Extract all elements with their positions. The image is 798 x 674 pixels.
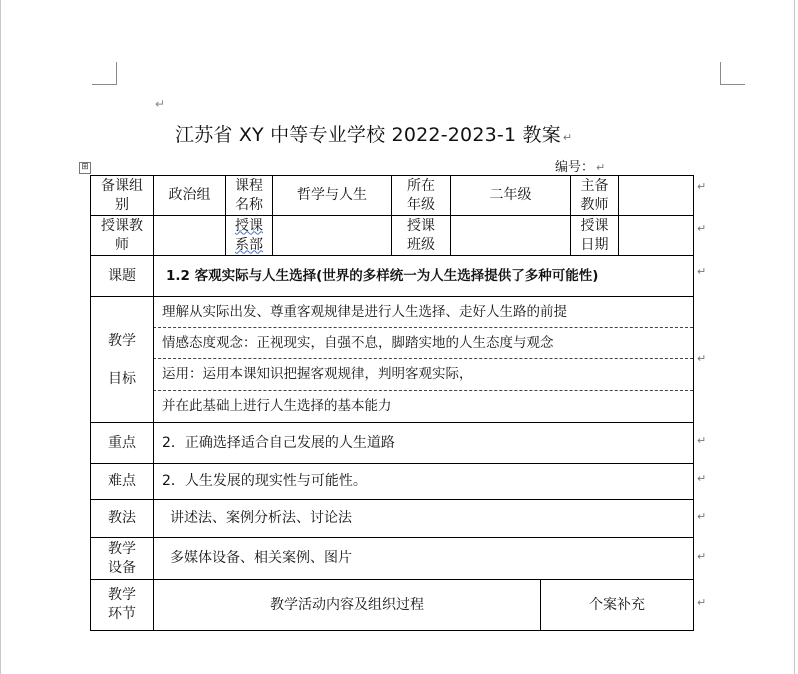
- objective-line-1[interactable]: 理解从实际出发、尊重客观规律是进行人生选择、走好人生路的前提: [162, 303, 567, 320]
- cell-course-name-label[interactable]: 课程名称: [235, 177, 263, 213]
- objective-line-4[interactable]: 并在此基础上进行人生选择的基本能力: [162, 398, 392, 414]
- cell-topic-label[interactable]: 课题: [108, 267, 136, 284]
- page-edge-right: [794, 0, 795, 674]
- cell-methods-value[interactable]: 讲述法、案例分析法、讨论法: [170, 510, 352, 526]
- cell-course-name-value[interactable]: 哲学与人生: [297, 187, 367, 203]
- cell-department-label[interactable]: 授课系部: [235, 217, 263, 253]
- cell-key-point-value[interactable]: 2．正确选择适合自己发展的人生道路: [162, 434, 395, 451]
- cell-date-label[interactable]: 授课日期: [580, 217, 609, 253]
- document-title[interactable]: [175, 120, 572, 147]
- cell-teacher-label[interactable]: 授课教师: [101, 217, 143, 253]
- row-end-mark-icon: ↵: [697, 222, 707, 235]
- cell-difficulty-value[interactable]: 2．人生发展的现实性与可能性。: [162, 473, 367, 489]
- cell-grade-label[interactable]: 所在年级: [407, 177, 435, 213]
- cell-equipment-label[interactable]: 教学设备: [108, 540, 136, 576]
- cell-lead-teacher-label[interactable]: 主备教师: [580, 177, 609, 213]
- margin-corner-right: [720, 62, 745, 85]
- cell-process-supplement-header[interactable]: 个案补充: [589, 596, 645, 613]
- cell-date-value[interactable]: [619, 216, 693, 255]
- number-label-text: 编号：: [555, 160, 595, 175]
- row-end-mark-icon: ↵: [697, 472, 707, 485]
- cell-process-content-header[interactable]: 教学活动内容及组织过程: [270, 596, 424, 613]
- row-end-mark-icon: ↵: [697, 265, 707, 278]
- cell-difficulty-label[interactable]: 难点: [108, 473, 136, 489]
- row-end-mark-icon: ↵: [697, 352, 707, 365]
- margin-corner-left: [92, 62, 117, 85]
- cell-grade-value[interactable]: 二年级: [489, 187, 532, 203]
- paragraph-mark-icon: ↵: [155, 97, 166, 111]
- cell-lead-teacher-value[interactable]: [619, 176, 693, 215]
- objective-line-2[interactable]: 情感态度观念：正视现实，自强不息，脚踏实地的人生态度与观念: [162, 334, 554, 351]
- cell-methods-label[interactable]: 教法: [108, 510, 136, 526]
- row-end-mark-icon: ↵: [697, 596, 707, 609]
- table-move-handle-icon[interactable]: ⊞: [79, 162, 91, 174]
- row-end-mark-icon: ↵: [697, 180, 707, 193]
- cell-key-point-label[interactable]: 重点: [108, 434, 136, 451]
- cell-subject-group-label[interactable]: 备课组别: [101, 177, 143, 213]
- row-end-mark-icon: ↵: [697, 510, 707, 523]
- cell-objectives-label[interactable]: 教学目标: [108, 332, 136, 387]
- row-end-mark-icon: ↵: [697, 434, 707, 447]
- row-end-mark-icon: ↵: [697, 550, 707, 563]
- cell-process-label[interactable]: 教学环节: [108, 587, 136, 622]
- document-title-text: 江苏省 XY 中等专业学校 2022-2023-1 教案: [175, 124, 561, 146]
- page-edge-left: [0, 0, 1, 674]
- cell-class-value[interactable]: [451, 216, 570, 255]
- number-label[interactable]: [555, 156, 605, 175]
- paragraph-mark-icon: ↵: [596, 161, 606, 174]
- paragraph-mark-icon: ↵: [562, 131, 573, 144]
- cell-teacher-value[interactable]: [154, 216, 225, 255]
- cell-class-label[interactable]: 授课班级: [407, 217, 435, 253]
- cell-equipment-value[interactable]: 多媒体设备、相关案例、图片: [170, 550, 352, 566]
- cell-subject-group-value[interactable]: 政治组: [168, 187, 211, 203]
- cell-department-value[interactable]: [273, 216, 391, 255]
- objective-line-3[interactable]: 运用：运用本课知识把握客观规律，判明客观实际，: [162, 366, 473, 382]
- cell-topic-value[interactable]: 1.2 客观实际与人生选择(世界的多样统一为人生选择提供了多种可能性): [166, 267, 599, 284]
